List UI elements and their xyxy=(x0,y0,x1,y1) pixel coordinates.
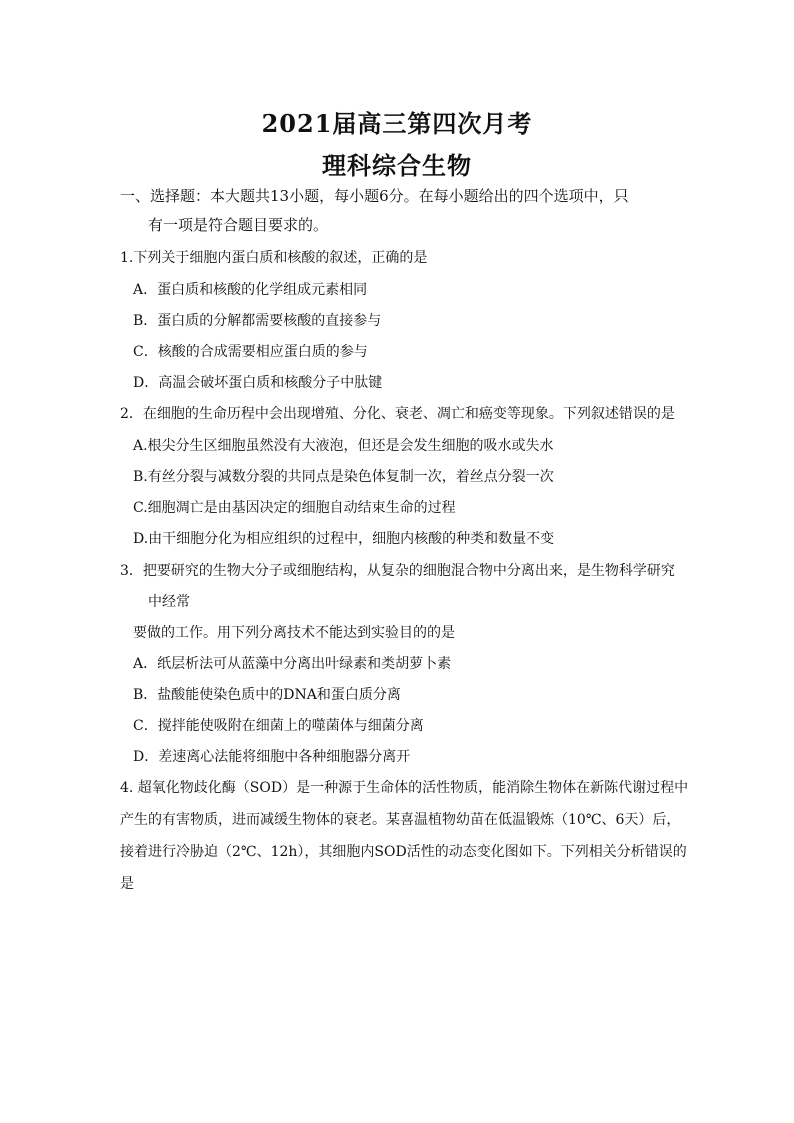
question-1-stem: 1.下列关于细胞内蛋白质和核酸的叙述，正确的是 xyxy=(120,250,428,266)
question-3-option-d: D．差速离心法能将细胞中各种细胞器分离开 xyxy=(133,749,411,765)
question-1-option-a: A．蛋白质和核酸的化学组成元素相同 xyxy=(133,282,368,298)
question-2-stem: 2．在细胞的生命历程中会出现增殖、分化、衰老、凋亡和癌变等现象。下列叙述错误的是 xyxy=(120,406,675,422)
question-1-option-b: B．蛋白质的分解都需要核酸的直接参与 xyxy=(133,313,382,329)
question-2-option-a: A.根尖分生区细胞虽然没有大液泡，但还是会发生细胞的吸水或失水 xyxy=(133,438,554,454)
question-2-option-d: D.由干细胞分化为相应组织的过程中，细胞内核酸的种类和数量不变 xyxy=(133,531,555,547)
question-2-option-b: B.有丝分裂与减数分裂的共同点是染色体复制一次，着丝点分裂一次 xyxy=(133,469,554,485)
question-4-line-4: 是 xyxy=(120,876,134,892)
question-3-option-b: B．盐酸能使染色质中的DNA和蛋白质分离 xyxy=(133,687,401,703)
question-3-stem-line-3: 要做的工作。用下列分离技术不能达到实验目的的是 xyxy=(133,625,455,641)
question-4-line-2: 产生的有害物质，进而减缓生物体的衰老。某喜温植物幼苗在低温锻炼（10℃、6天）后， xyxy=(120,812,681,828)
exam-title: 2021届高三第四次月考 xyxy=(261,109,533,138)
section-heading-cont: 有一项是符合题目要求的。 xyxy=(148,216,329,234)
question-3-stem-line-1: 3．把要研究的生物大分子或细胞结构，从复杂的细胞混合物中分离出来，是生物科学研究 xyxy=(120,563,675,579)
exam-subtitle: 理科综合生物 xyxy=(322,151,472,180)
question-3-option-a: A．纸层析法可从蓝藻中分离出叶绿素和类胡萝卜素 xyxy=(133,656,452,672)
question-1-option-c: C．核酸的合成需要相应蛋白质的参与 xyxy=(133,344,368,360)
question-3-stem-line-2: 中经常 xyxy=(148,594,190,610)
question-2-option-c: C.细胞凋亡是由基因决定的细胞自动结束生命的过程 xyxy=(133,500,456,516)
question-4-line-3: 接着进行冷胁迫（2℃、12h），其细胞内SOD活性的动态变化图如下。下列相关分析错误的 xyxy=(120,844,687,860)
question-1-option-d: D．高温会破坏蛋白质和核酸分子中肽键 xyxy=(133,375,383,391)
question-3-option-c: C．搅拌能使吸附在细菌上的噬菌体与细菌分离 xyxy=(133,718,424,734)
question-4-line-1: 4. 超氧化物歧化酶（SOD）是一种源于生命体的活性物质，能消除生物体在新陈代谢过程中 xyxy=(120,780,689,796)
section-heading: 一、选择题：本大题共13小题，每小题6分。在每小题给出的四个选项中，只 xyxy=(120,187,629,205)
